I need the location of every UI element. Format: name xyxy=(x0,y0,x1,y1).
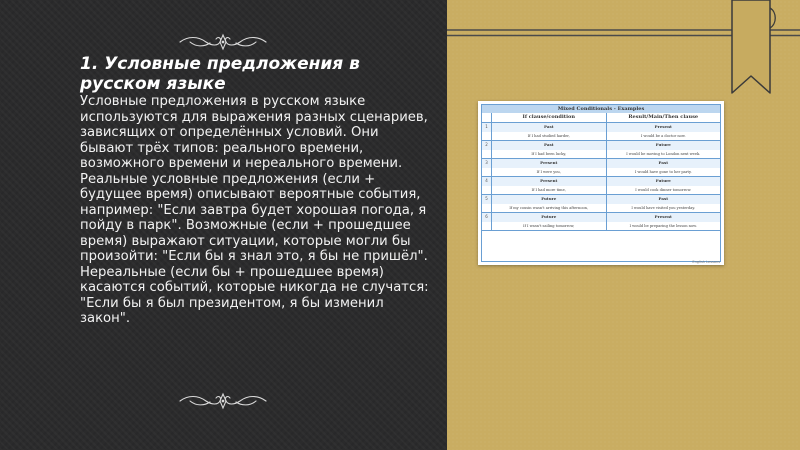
slide-body-text: Условные предложения в русском языке используются для выражения разных сценариев, зависящих от определённых условий. Они бывают трёх типов: реального времени, возможного времени и нереального времени. Реальные условные предложения (если + будущее время) описывают вероятные события, например: "Если завтра будет хорошая погода, я пойду в парк". Возможные (если + прошедшее время) выражают ситуации, которые могли бы произойти: "Если бы я знал это, я бы не пришёл". Нереальные (если бы + прошедшее время) касаются событий, которые никогда не случатся: "Если бы я был президентом, я бы изменил закон". xyxy=(80,94,429,326)
table-frame xyxy=(481,104,721,262)
result-tense: Future xyxy=(606,177,721,186)
row-number: 1 xyxy=(482,123,492,132)
if-tense: Past xyxy=(543,142,554,147)
if-example: If I had more time, xyxy=(531,187,566,192)
result-example: I would be preparing the lesson now. xyxy=(606,222,721,231)
row-number: 3 xyxy=(482,159,492,168)
result-example: I would cook dinner tomorrow. xyxy=(606,186,721,195)
if-tense: Past xyxy=(543,124,554,129)
result-tense: Past xyxy=(606,159,721,168)
table-header-number-column xyxy=(482,113,492,122)
slide-title: 1. Условные предложения в русском языке xyxy=(80,54,360,94)
row-number: 5 xyxy=(482,195,492,204)
ribbon-bookmark-icon xyxy=(722,0,782,100)
if-tense: Present xyxy=(540,178,558,183)
table-header xyxy=(482,113,720,123)
table-row xyxy=(482,123,720,141)
result-tense: Future xyxy=(606,141,721,150)
result-tense: Present xyxy=(606,213,721,222)
table-row xyxy=(482,159,720,177)
if-tense: Future xyxy=(541,214,557,219)
result-example: I would have gone to her party. xyxy=(606,168,721,177)
table-row xyxy=(482,213,720,231)
if-example: If I had studied harder, xyxy=(527,133,570,138)
if-example: If I were you, xyxy=(536,169,561,174)
table-header-if-clause: If clause/condition xyxy=(522,114,575,120)
table-row xyxy=(482,177,720,195)
if-example: If I had been lucky, xyxy=(531,151,567,156)
row-number: 2 xyxy=(482,141,492,150)
row-number: 4 xyxy=(482,177,492,186)
if-tense: Future xyxy=(541,196,557,201)
table-row xyxy=(482,141,720,159)
if-example: If I wasn't sailing tomorrow, xyxy=(523,223,575,228)
result-tense: Past xyxy=(606,195,721,204)
table-header-result-clause: Result/Main/Then clause xyxy=(606,113,721,122)
image-credit: English Lessons xyxy=(692,260,720,264)
ornament-top-icon xyxy=(178,32,268,52)
if-example: If my cousin wasn't arriving this afternoon, xyxy=(509,205,589,210)
conditionals-table-image xyxy=(478,101,724,265)
result-example: I would have visited you yesterday. xyxy=(606,204,721,213)
ornament-bottom-icon xyxy=(178,391,268,411)
result-example: I would be a doctor now. xyxy=(606,132,721,141)
row-number: 6 xyxy=(482,213,492,222)
table-row xyxy=(482,195,720,213)
result-example: I would be moving to London next week. xyxy=(606,150,721,159)
table-title: Mixed Conditionals - Examples xyxy=(482,105,720,113)
if-tense: Present xyxy=(540,160,558,165)
result-tense: Present xyxy=(606,123,721,132)
